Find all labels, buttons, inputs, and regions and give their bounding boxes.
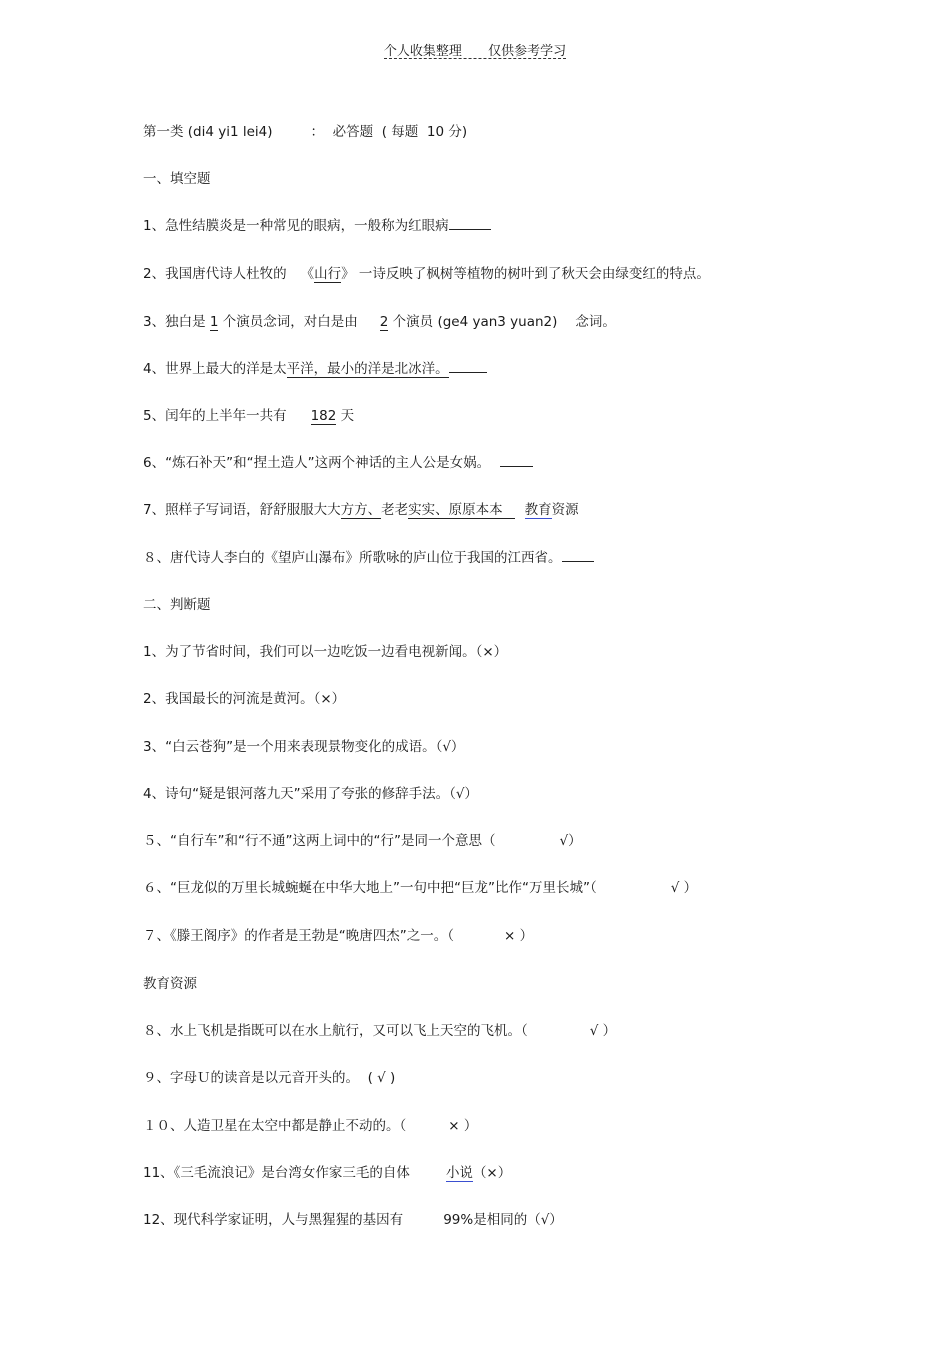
judge-q4: 4、诗句“疑是银河落九天”采用了夸张的修辞手法。（√）	[143, 786, 478, 802]
judge-q11-text: 11、《三毛流浪记》是台湾女作家三毛的自体	[143, 1165, 410, 1181]
judge-q7-text: ７、《滕王阁序》的作者是王勃是“晚唐四杰”之一。（	[143, 928, 454, 944]
fill-q3-text-3: 个演员 (ge4 yan3 yuan2)	[388, 314, 558, 330]
judge-q5-text: ５、“自行车”和“行不通”这两上词中的“行”是同一个意思（	[143, 833, 496, 849]
title-line	[143, 120, 467, 140]
judge-q7	[143, 924, 533, 944]
judge-q7-answer: × ）	[504, 928, 534, 944]
fill-q1	[143, 214, 491, 234]
judge-q5	[143, 829, 582, 849]
fill-q5-unit: 天	[336, 408, 355, 424]
fill-q5	[143, 404, 354, 425]
section-resource-note: 教育资源	[143, 976, 197, 992]
judge-q11	[143, 1161, 511, 1182]
section-fill-heading: 一、填空题	[143, 171, 211, 187]
fill-q1-text: 1、急性结膜炎是一种常见的眼病，一般称为红眼病	[143, 218, 449, 234]
fill-q7-answer-2: 实实、	[408, 498, 449, 519]
judge-q12-answer: 99%是相同的（√）	[443, 1212, 563, 1228]
answer-blank	[449, 215, 491, 230]
fill-q5-text: 5、闰年的上半年一共有	[143, 408, 287, 424]
answer-blank	[562, 547, 594, 562]
fill-q3-answer-2: 2	[379, 314, 389, 330]
judge-q12	[143, 1208, 563, 1228]
fill-q7-answer-1: 方方、	[341, 498, 382, 519]
fill-q5-answer: 182	[310, 408, 337, 424]
page-header	[0, 40, 950, 59]
judge-q6-text: ６、“巨龙似的万里长城蜿蜒在中华大地上”一句中把“巨龙”比作“万里长城”（	[143, 880, 597, 896]
fill-q2-bracket: 《	[300, 266, 315, 282]
judge-q1: 1、为了节省时间，我们可以一边吃饭一边看电视新闻。（×）	[143, 644, 508, 660]
fill-q2-rest: 》 一诗反映了枫树等植物的树叶到了秋天会由绿变红的特点。	[341, 266, 710, 282]
fill-q2	[143, 262, 710, 283]
judge-q10	[143, 1114, 477, 1134]
judge-q8-text: ８、水上飞机是指既可以在水上航行，又可以飞上天空的飞机。（	[143, 1023, 528, 1039]
fill-q3-answer-1: 1	[209, 314, 219, 330]
fill-q3	[143, 310, 616, 331]
fill-q8-text: ８、唐代诗人李白的《望庐山瀑布》所歌咏的庐山位于我国的江西省。	[143, 550, 562, 566]
fill-q7-text-2: 老老	[381, 502, 409, 518]
judge-q6	[143, 876, 697, 896]
fill-q8	[143, 546, 594, 566]
judge-q10-answer: × ）	[448, 1118, 478, 1134]
fill-q3-text-2: 个演员念词，对白是由	[218, 314, 358, 330]
fill-q3-text-4: 念词。	[575, 314, 616, 330]
fill-q3-text: 3、独白是	[143, 314, 210, 330]
title-category: 第一类 (di4 yi1 lei4)	[143, 124, 273, 140]
answer-blank	[500, 452, 533, 467]
fill-q4-answer-1: 平洋，	[287, 357, 328, 378]
fill-q4	[143, 357, 487, 378]
judge-q10-text: １０、人造卫星在太空中都是静止不动的。（	[143, 1118, 407, 1134]
header-left-text: 个人收集整理	[383, 44, 462, 59]
fill-q7-text: 7、照样子写词语，舒舒服服大大	[143, 502, 341, 518]
header-rule	[384, 58, 566, 59]
fill-q6	[143, 451, 533, 471]
fill-q4-answer-2: 最小的洋是北冰洋。	[327, 357, 449, 378]
fill-q2-text: 2、我国唐代诗人杜牧的	[143, 266, 287, 282]
title-desc: ： 必答题 ( 每题 10 分)	[310, 124, 468, 140]
fill-q2-answer: 山行	[314, 262, 341, 283]
judge-q3: 3、“白云苍狗”是一个用来表现景物变化的成语。（√）	[143, 739, 465, 755]
judge-q6-answer: √ ）	[670, 880, 698, 896]
judge-q2: 2、我国最长的河流是黄河。（×）	[143, 691, 346, 707]
fill-q7-note: 教育	[525, 498, 552, 519]
judge-q11-underlined: 小说	[446, 1161, 473, 1182]
section-judge-heading: 二、判断题	[143, 597, 211, 613]
judge-q12-text: 12、现代科学家证明，人与黑猩猩的基因有	[143, 1212, 404, 1228]
fill-q7-answer-3: 原原本本	[449, 498, 515, 519]
judge-q9: ９、字母Ｕ的读音是以元音开头的。 ( √ )	[143, 1070, 396, 1086]
answer-blank	[449, 358, 487, 373]
judge-q11-answer: （×）	[472, 1165, 512, 1181]
fill-q4-text: 4、世界上最大的洋是太	[143, 361, 287, 377]
header-right-text: 仅供参考学习	[488, 44, 567, 59]
fill-q6-text: 6、“炼石补天”和“捏土造人”这两个神话的主人公是女娲。	[143, 455, 491, 471]
judge-q5-answer: √）	[559, 833, 582, 849]
judge-q8	[143, 1019, 616, 1039]
judge-q8-answer: √ ）	[589, 1023, 617, 1039]
fill-q7	[143, 498, 579, 519]
fill-q7-note-2: 资源	[551, 502, 579, 518]
